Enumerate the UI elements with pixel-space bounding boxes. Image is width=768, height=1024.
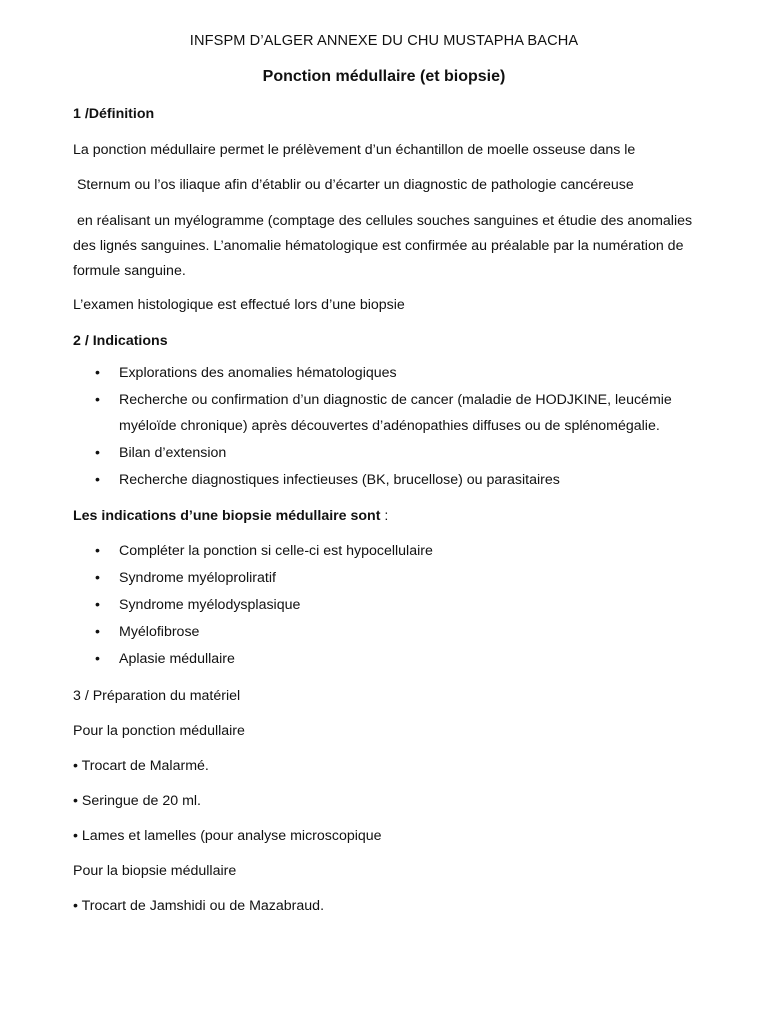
bullet-icon: • bbox=[95, 543, 100, 559]
material-item: • Trocart de Jamshidi ou de Mazabraud. bbox=[73, 897, 325, 914]
list-item-text: Aplasie médullaire bbox=[119, 651, 235, 667]
biopsy-indications-lead: Les indications d’une biopsie médullaire sont bbox=[73, 508, 381, 524]
list-item-text: Compléter la ponction si celle-ci est hypocellulaire bbox=[119, 543, 433, 559]
list-item bbox=[73, 539, 703, 565]
bullet-icon: • bbox=[95, 651, 100, 667]
indications-list bbox=[73, 361, 703, 493]
definition-paragraph: en réalisant un myélogramme (comptage des cellules souches sanguines et étudie des anomalies des lignés sanguines. L’anomalie hématologique est confirmée au préalable par la numération de formule sanguine. bbox=[73, 213, 697, 279]
bullet-icon: • bbox=[95, 570, 100, 586]
section-materials-heading: 3 / Préparation du matériel bbox=[73, 687, 241, 704]
list-item-text: Recherche ou confirmation d’un diagnostic de cancer (maladie de HODJKINE, leucémie myéloïde chronique) après découvertes d’adénopathies diffuses ou de splénomégalie. bbox=[119, 392, 672, 434]
list-item bbox=[73, 361, 703, 387]
bullet-icon: • bbox=[95, 597, 100, 613]
list-item-text: Recherche diagnostiques infectieuses (BK, brucellose) ou parasitaires bbox=[119, 471, 560, 488]
biopsy-indications-suffix: : bbox=[380, 508, 389, 524]
list-item-text: Myélofibrose bbox=[119, 624, 200, 640]
histology-note: L’examen histologique est effectué lors d’une biopsie bbox=[73, 297, 405, 313]
material-item: • Seringue de 20 ml. bbox=[73, 792, 201, 809]
list-item bbox=[73, 388, 703, 439]
list-item bbox=[73, 620, 703, 646]
document-title: Ponction médullaire (et biopsie) bbox=[262, 68, 506, 85]
list-item-text: Explorations des anomalies hématologiques bbox=[119, 365, 397, 381]
list-item bbox=[73, 441, 703, 467]
definition-line-1: La ponction médullaire permet le prélèvement d’un échantillon de moelle osseuse dans le bbox=[73, 142, 636, 158]
material-item: • Trocart de Malarmé. bbox=[73, 757, 209, 774]
institution-header: INFSPM D’ALGER ANNEXE DU CHU MUSTAPHA BACHA bbox=[189, 33, 579, 49]
list-item-text: Bilan d’extension bbox=[119, 444, 227, 461]
definition-line-2: Sternum ou l’os iliaque afin d’établir ou d’écarter un diagnostic de pathologie cancéreuse bbox=[73, 177, 634, 193]
section-indications-heading: 2 / Indications bbox=[73, 333, 168, 349]
list-item bbox=[73, 647, 703, 673]
list-item bbox=[73, 468, 703, 494]
ponction-materials-label: Pour la ponction médullaire bbox=[73, 722, 245, 739]
list-item bbox=[73, 593, 703, 619]
bullet-icon: • bbox=[95, 392, 100, 408]
bullet-icon: • bbox=[95, 471, 100, 488]
biopsie-materials-label: Pour la biopsie médullaire bbox=[73, 862, 237, 879]
list-item-text: Syndrome myélodysplasique bbox=[119, 597, 301, 613]
section-definition-heading: 1 /Définition bbox=[73, 106, 155, 122]
list-item-text: Syndrome myéloproliratif bbox=[119, 570, 276, 586]
bullet-icon: • bbox=[95, 444, 100, 461]
biopsy-indications-heading bbox=[73, 505, 703, 527]
biopsy-indications-list bbox=[73, 539, 703, 673]
bullet-icon: • bbox=[95, 624, 100, 640]
list-item bbox=[73, 566, 703, 592]
material-item: • Lames et lamelles (pour analyse microscopique bbox=[73, 827, 382, 844]
bullet-icon: • bbox=[95, 365, 100, 381]
document-body bbox=[73, 106, 703, 930]
